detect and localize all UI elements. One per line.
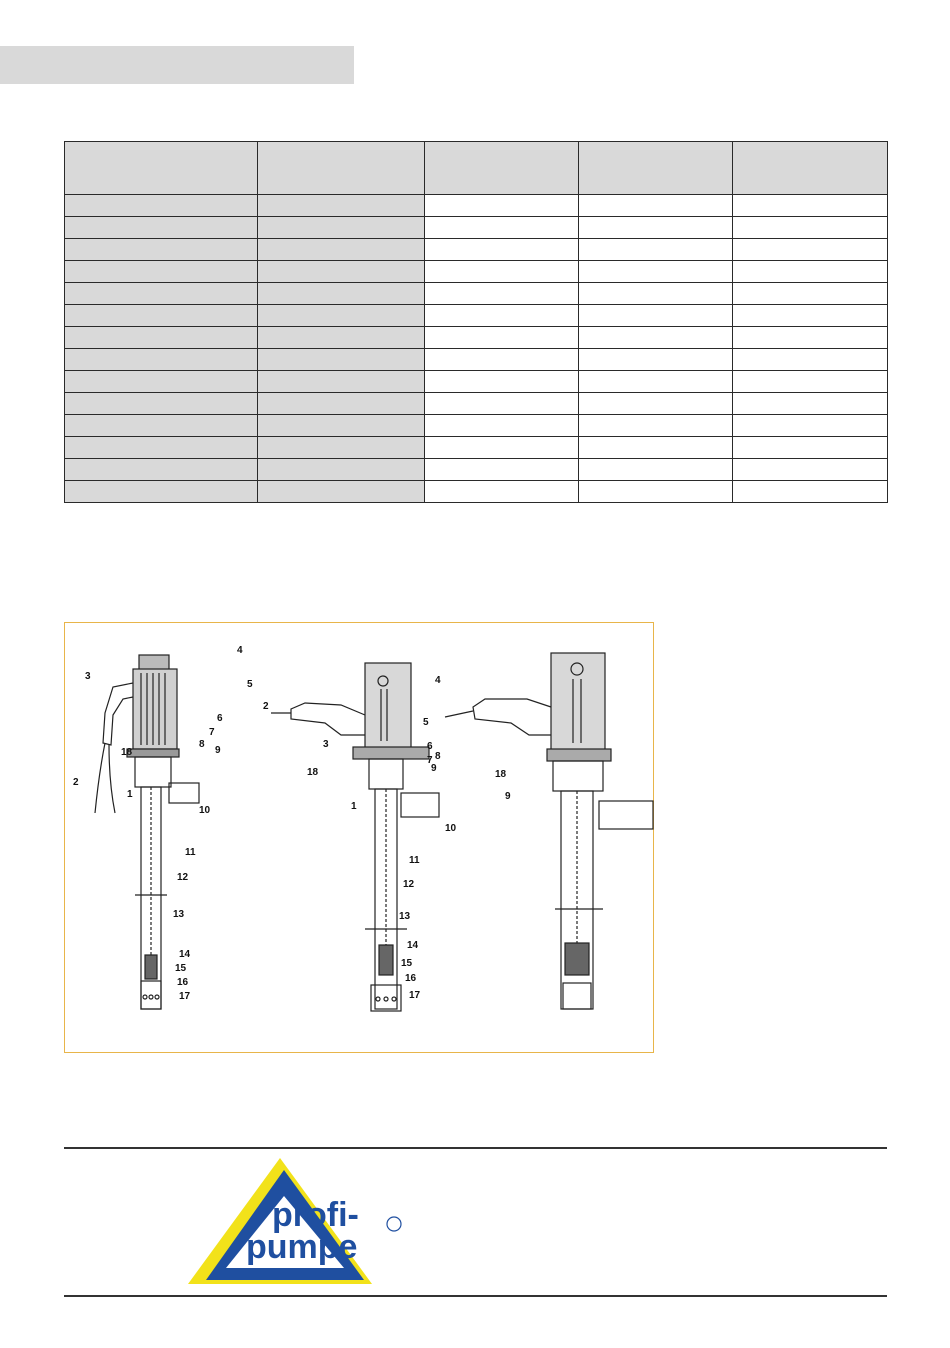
callout-label: 7: [427, 755, 433, 766]
table-header-cell: [65, 142, 258, 195]
callout-label: 8: [435, 751, 441, 762]
callout-label: 10: [445, 823, 457, 834]
callout-label: 3: [323, 739, 329, 750]
table-row: [65, 239, 888, 261]
callout-label: 11: [185, 847, 196, 858]
table-row: [65, 393, 888, 415]
callout-label: 5: [423, 717, 429, 728]
callout-label: 11: [409, 855, 420, 866]
callout-label: 5: [247, 679, 253, 690]
table-cell: [65, 415, 258, 437]
logo-line2: pumpe: [246, 1228, 358, 1266]
callout-label: 2: [73, 777, 79, 788]
table-cell: [579, 459, 733, 481]
table-cell: [579, 283, 733, 305]
table-cell: [579, 415, 733, 437]
callout-label: 14: [407, 940, 419, 951]
parts-table-header: [65, 142, 888, 195]
parts-table-body: [65, 195, 888, 503]
table-cell: [425, 349, 579, 371]
table-row: [65, 217, 888, 239]
table-cell: [425, 239, 579, 261]
pump-drawings-svg: [65, 623, 655, 1054]
callout-label: 16: [405, 973, 417, 984]
header-bar: [0, 46, 354, 84]
callout-label: 18: [495, 769, 507, 780]
table-cell: [425, 415, 579, 437]
table-cell: [733, 217, 888, 239]
table-row: [65, 481, 888, 503]
logo-line1: profi-: [272, 1196, 359, 1234]
table-cell: [65, 239, 258, 261]
table-cell: [579, 437, 733, 459]
callout-label: 17: [409, 990, 421, 1001]
table-row: [65, 305, 888, 327]
parts-table: [64, 141, 888, 503]
table-cell: [425, 305, 579, 327]
table-cell: [579, 327, 733, 349]
table-row: [65, 459, 888, 481]
table-cell: [258, 261, 425, 283]
registered-mark-icon: [387, 1217, 401, 1231]
table-cell: [579, 305, 733, 327]
table-cell: [579, 349, 733, 371]
callout-label: 9: [505, 791, 511, 802]
table-row: [65, 437, 888, 459]
table-cell: [733, 437, 888, 459]
table-cell: [733, 459, 888, 481]
callout-label: 14: [179, 949, 191, 960]
table-cell: [425, 217, 579, 239]
table-cell: [65, 371, 258, 393]
callout-label: 13: [173, 909, 185, 920]
table-cell: [65, 217, 258, 239]
callout-label: 6: [217, 713, 223, 724]
table-cell: [258, 217, 425, 239]
table-cell: [425, 195, 579, 217]
table-cell: [258, 481, 425, 503]
table-header-cell: [733, 142, 888, 195]
table-cell: [579, 195, 733, 217]
table-cell: [258, 415, 425, 437]
table-cell: [425, 327, 579, 349]
logo-svg: [186, 1156, 416, 1288]
table-cell: [733, 415, 888, 437]
table-cell: [425, 481, 579, 503]
table-cell: [258, 393, 425, 415]
table-cell: [258, 437, 425, 459]
callout-label: 16: [177, 977, 189, 988]
callout-label: 10: [199, 805, 211, 816]
callout-label: 8: [199, 739, 205, 750]
table-cell: [579, 481, 733, 503]
callout-label: 15: [401, 958, 413, 969]
callout-label: 18: [307, 767, 319, 778]
table-header-cell: [258, 142, 425, 195]
table-cell: [579, 261, 733, 283]
callout-label: 2: [263, 701, 269, 712]
table-cell: [258, 305, 425, 327]
callout-label: 13: [399, 911, 411, 922]
table-cell: [258, 283, 425, 305]
table-cell: [65, 349, 258, 371]
table-cell: [425, 371, 579, 393]
footer-divider-top: [64, 1147, 887, 1149]
callout-label: 9: [215, 745, 221, 756]
table-cell: [733, 371, 888, 393]
table-cell: [258, 195, 425, 217]
table-cell: [258, 327, 425, 349]
table-cell: [258, 371, 425, 393]
table-cell: [65, 459, 258, 481]
table-cell: [733, 481, 888, 503]
table-cell: [425, 261, 579, 283]
callout-label: 4: [237, 645, 243, 656]
table-cell: [258, 239, 425, 261]
table-row: [65, 371, 888, 393]
table-header-cell: [425, 142, 579, 195]
table-cell: [733, 195, 888, 217]
table-row: [65, 195, 888, 217]
table-cell: [733, 239, 888, 261]
footer-divider-bottom: [64, 1295, 887, 1297]
callout-label: 7: [209, 727, 215, 738]
table-cell: [733, 305, 888, 327]
table-cell: [65, 327, 258, 349]
callout-label: 17: [179, 991, 191, 1002]
table-cell: [65, 393, 258, 415]
table-cell: [733, 349, 888, 371]
table-row: [65, 283, 888, 305]
table-cell: [258, 349, 425, 371]
callout-label: 6: [427, 741, 433, 752]
callout-label: 18: [121, 747, 133, 758]
callout-label: 1: [351, 801, 357, 812]
table-cell: [425, 437, 579, 459]
table-cell: [733, 261, 888, 283]
callout-label: 12: [177, 872, 189, 883]
table-cell: [579, 371, 733, 393]
table-cell: [579, 239, 733, 261]
table-cell: [579, 217, 733, 239]
table-cell: [65, 283, 258, 305]
table-cell: [65, 305, 258, 327]
pump-middle-drawing: [271, 663, 439, 1011]
callout-label: 3: [85, 671, 91, 682]
table-row: [65, 415, 888, 437]
table-cell: [65, 195, 258, 217]
table-row: [65, 261, 888, 283]
table-cell: [579, 393, 733, 415]
table-cell: [65, 481, 258, 503]
table-cell: [425, 459, 579, 481]
profi-pumpe-logo: [186, 1156, 416, 1293]
table-row: [65, 349, 888, 371]
table-cell: [733, 393, 888, 415]
callout-label: 4: [435, 675, 441, 686]
table-cell: [425, 283, 579, 305]
table-row: [65, 327, 888, 349]
table-cell: [65, 437, 258, 459]
table-cell: [65, 261, 258, 283]
callout-label: 9: [431, 763, 437, 774]
table-cell: [425, 393, 579, 415]
callout-label: 1: [127, 789, 133, 800]
callout-label: 12: [403, 879, 415, 890]
table-cell: [733, 327, 888, 349]
pump-drawings-figure: [64, 622, 654, 1053]
table-cell: [258, 459, 425, 481]
table-cell: [733, 283, 888, 305]
pump-right-drawing: [445, 653, 653, 1009]
table-header-cell: [579, 142, 733, 195]
callout-label: 15: [175, 963, 187, 974]
